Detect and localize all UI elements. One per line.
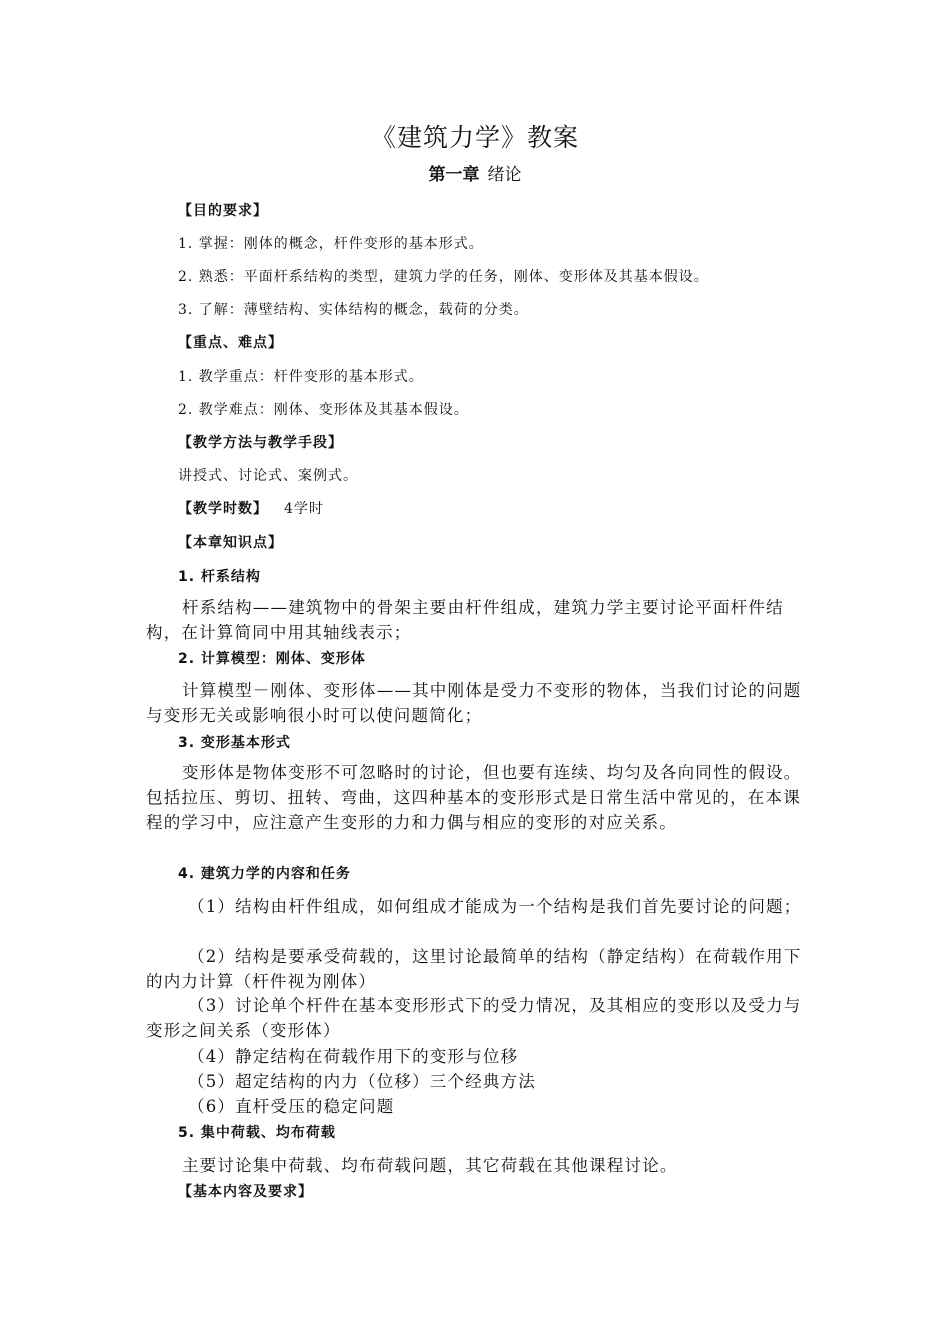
- hours-heading: 【教学时数】: [178, 501, 268, 517]
- section-title: 2. 计算模型：刚体、变形体: [178, 651, 366, 667]
- objective-item: 1. 掌握：刚体的概念，杆件变形的基本形式。: [178, 236, 484, 252]
- objective-item: 3. 了解：薄壁结构、实体结构的概念，载荷的分类。: [178, 302, 529, 318]
- section-paragraph: 变形体是物体变形不可忽略时的讨论，但也要有连续、均匀及各向同性的假设。包括拉压、剪切、扭转、弯曲，这四种基本的变形形式是日常生活中常见的，在本课程的学习中，应注意产生变形的力和力偶与相应的变形的对应关系。: [146, 763, 802, 832]
- chapter-name: 绪论: [487, 165, 522, 185]
- section-paragraph: 主要讨论集中荷载、均布荷载问题，其它荷载在其他课程讨论。: [182, 1156, 678, 1175]
- chapter-number: 第一章: [428, 165, 480, 185]
- document-title: 《建筑力学》教案: [370, 123, 579, 152]
- task-item: （3）讨论单个杆件在基本变形形式下的受力情况，及其相应的变形以及受力与变形之间关系（变形体）: [146, 996, 802, 1040]
- methods-heading: 【教学方法与教学手段】: [178, 435, 343, 451]
- section-title: 5. 集中荷载、均布荷载: [178, 1125, 336, 1141]
- methods-text: 讲授式、讨论式、案例式。: [178, 468, 358, 484]
- section-paragraph: 杆系结构——建筑物中的骨架主要由杆件组成，建筑力学主要讨论平面杆件结构，在计算简同中用其轴线表示；: [146, 598, 784, 642]
- key-points-heading: 【重点、难点】: [178, 335, 283, 351]
- task-item: （6）直杆受压的稳定问题: [188, 1097, 395, 1116]
- hours-row: [178, 498, 324, 518]
- task-item: （5）超定结构的内力（位移）三个经典方法: [188, 1072, 536, 1091]
- objectives-heading: 【目的要求】: [178, 203, 268, 219]
- objective-item: 2. 熟悉：平面杆系结构的类型，建筑力学的任务，刚体、变形体及其基本假设。: [178, 269, 709, 285]
- chapter-heading: [0, 160, 950, 185]
- basic-content-heading: 【基本内容及要求】: [178, 1184, 313, 1200]
- section-title: 4. 建筑力学的内容和任务: [178, 866, 351, 882]
- task-item: （4）静定结构在荷载作用下的变形与位移: [188, 1047, 519, 1066]
- knowledge-heading: 【本章知识点】: [178, 535, 283, 551]
- section-title: 3. 变形基本形式: [178, 735, 291, 751]
- hours-value: 4学时: [284, 501, 324, 517]
- task-item: （2）结构是要承受荷载的，这里讨论最简单的结构（静定结构）在荷载作用下的内力计算（杆件视为刚体）: [146, 947, 802, 991]
- section-paragraph: 计算模型－刚体、变形体——其中刚体是受力不变形的物体，当我们讨论的问题与变形无关或影响很小时可以使问题简化；: [146, 681, 802, 725]
- section-title: 1. 杆系结构: [178, 569, 261, 585]
- key-point-item: 1. 教学重点：杆件变形的基本形式。: [178, 369, 424, 385]
- key-point-item: 2. 教学难点：刚体、变形体及其基本假设。: [178, 402, 469, 418]
- task-item: （1）结构由杆件组成，如何组成才能成为一个结构是我们首先要讨论的问题；: [188, 897, 802, 916]
